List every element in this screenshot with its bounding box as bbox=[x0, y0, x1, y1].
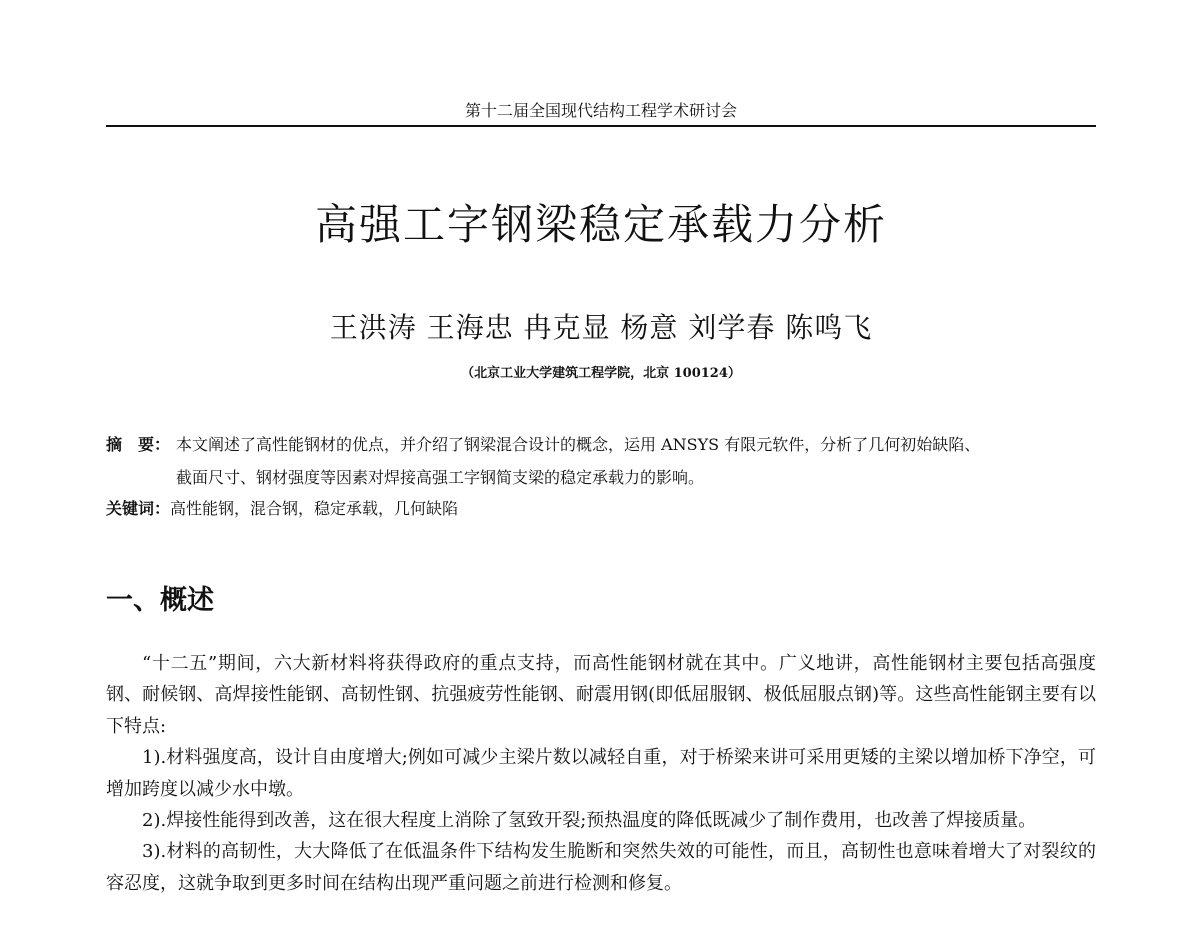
abstract-text-line-1: 本文阐述了高性能钢材的优点，并介绍了钢梁混合设计的概念，运用 ANSYS 有限元软件，分析了几何初始缺陷、 bbox=[176, 435, 981, 454]
keywords-label: 关键词： bbox=[106, 499, 171, 518]
paper-title: 高强工字钢梁稳定承载力分析 bbox=[314, 200, 887, 249]
header-rule bbox=[106, 125, 1096, 127]
abstract bbox=[106, 428, 1096, 494]
body-paragraph: “十二五”期间，六大新材料将获得政府的重点支持，而高性能钢材就在其中。广义地讲，高性能钢材主要包括高强度钢、耐候钢、高焊接性能钢、高韧性钢、抗强疲劳性能钢、耐震用钢(即低屈服钢、极低屈服点钢)等。这些高性能钢主要有以下特点: bbox=[106, 653, 1096, 737]
body-paragraph: 3).材料的高韧性，大大降低了在低温条件下结构发生脆断和突然失效的可能性，而且，高韧性也意味着增大了对裂纹的容忍度，这就争取到更多时间在结构出现严重问题之前进行检测和修复。 bbox=[106, 841, 1096, 894]
section-body bbox=[106, 648, 1096, 899]
body-paragraph: 1).材料强度高，设计自由度增大;例如可减少主梁片数以减轻自重，对于桥梁来讲可采用更矮的主梁以增加桥下净空，可增加跨度以减少水中墩。 bbox=[106, 747, 1096, 800]
abstract-text-line-2: 截面尺寸、钢材强度等因素对焊接高强工字钢简支梁的稳定承载力的影响。 bbox=[176, 468, 705, 487]
body-paragraph: 2).焊接性能得到改善，这在很大程度上消除了氢致开裂;预热温度的降低既减少了制作费用，也改善了焊接质量。 bbox=[142, 810, 1037, 832]
affiliation: （北京工业大学建筑工程学院，北京 100124） bbox=[461, 366, 741, 381]
section-heading: 一、概述 bbox=[106, 585, 214, 616]
keywords bbox=[106, 495, 1096, 523]
keywords-text: 高性能钢，混合钢，稳定承载，几何缺陷 bbox=[170, 499, 459, 518]
abstract-label: 摘 要： bbox=[106, 435, 171, 454]
running-header: 第十二届全国现代结构工程学术研讨会 bbox=[464, 101, 737, 120]
author-list: 王洪涛 王海忠 冉克显 杨意 刘学春 陈鸣飞 bbox=[329, 311, 873, 344]
